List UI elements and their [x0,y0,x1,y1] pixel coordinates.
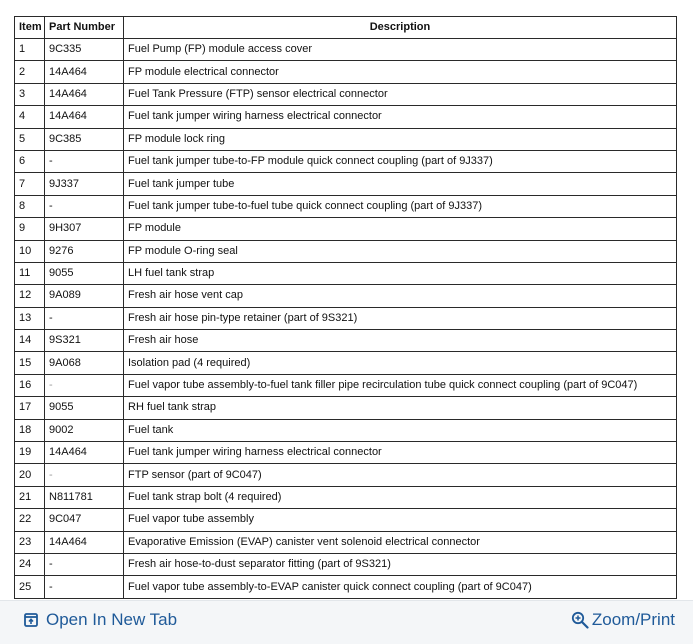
cell-item: 11 [15,262,45,284]
table-row [15,464,677,486]
cell-description: Isolation pad (4 required) [124,352,677,374]
cell-part-number: 9A068 [45,352,124,374]
parts-table [14,16,677,599]
table-row [15,61,677,83]
cell-item: 7 [15,173,45,195]
cell-description: FP module electrical connector [124,61,677,83]
cell-part-number: 9C335 [45,39,124,61]
cell-part-number: 14A464 [45,531,124,553]
cell-description: Fuel tank jumper tube-to-fuel tube quick connect coupling (part of 9J337) [124,195,677,217]
cell-item: 20 [15,464,45,486]
cell-part-number: - [45,307,124,329]
cell-description: Fuel tank strap bolt (4 required) [124,486,677,508]
zoom-print-link[interactable] [571,610,675,630]
cell-part-number: 9A089 [45,285,124,307]
cell-part-number: - [45,150,124,172]
table-row [15,419,677,441]
cell-item: 18 [15,419,45,441]
table-row [15,218,677,240]
cell-item: 12 [15,285,45,307]
cell-part-number: 14A464 [45,106,124,128]
parts-table-wrapper [14,16,676,599]
table-row [15,285,677,307]
cell-description: Evaporative Emission (EVAP) canister vent solenoid electrical connector [124,531,677,553]
cell-description: Fresh air hose-to-dust separator fitting (part of 9S321) [124,553,677,575]
header-description: Description [124,17,677,39]
table-row [15,83,677,105]
cell-part-number: 9S321 [45,330,124,352]
cell-part-number: 14A464 [45,442,124,464]
cell-part-number: 14A464 [45,83,124,105]
cell-description: Fuel Pump (FP) module access cover [124,39,677,61]
footer-bar [0,600,693,644]
cell-description: FP module O-ring seal [124,240,677,262]
zoom-in-icon [571,611,589,629]
cell-part-number: - [45,576,124,598]
cell-part-number: 9H307 [45,218,124,240]
table-row [15,442,677,464]
table-row [15,195,677,217]
cell-description: Fresh air hose pin-type retainer (part of 9S321) [124,307,677,329]
zoom-print-label: Zoom/Print [591,610,675,629]
cell-description: Fuel vapor tube assembly-to-EVAP canister quick connect coupling (part of 9C047) [124,576,677,598]
cell-description: Fuel Tank Pressure (FTP) sensor electrical connector [124,83,677,105]
table-row [15,128,677,150]
cell-description: FP module [124,218,677,240]
table-row [15,173,677,195]
cell-item: 15 [15,352,45,374]
table-row [15,352,677,374]
cell-item: 6 [15,150,45,172]
cell-part-number: - [45,374,124,396]
table-row [15,240,677,262]
cell-item: 5 [15,128,45,150]
table-row [15,150,677,172]
cell-part-number: 9002 [45,419,124,441]
table-row [15,307,677,329]
cell-part-number: - [45,195,124,217]
cell-item: 3 [15,83,45,105]
table-row [15,553,677,575]
cell-item: 9 [15,218,45,240]
table-row [15,374,677,396]
table-row [15,106,677,128]
cell-item: 23 [15,531,45,553]
table-row [15,397,677,419]
cell-item: 19 [15,442,45,464]
cell-item: 16 [15,374,45,396]
cell-part-number: N811781 [45,486,124,508]
cell-part-number: 9276 [45,240,124,262]
cell-description: Fuel tank jumper wiring harness electrical connector [124,106,677,128]
cell-description: Fuel tank [124,419,677,441]
cell-part-number: 14A464 [45,61,124,83]
header-item: Item [15,17,45,39]
cell-part-number: 9J337 [45,173,124,195]
cell-item: 21 [15,486,45,508]
cell-description: Fuel vapor tube assembly-to-fuel tank filler pipe recirculation tube quick connect coupling (part of 9C047) [124,374,677,396]
open-in-new-tab-link[interactable] [24,610,177,630]
cell-item: 4 [15,106,45,128]
open-in-new-tab-label: Open In New Tab [46,610,178,629]
cell-item: 10 [15,240,45,262]
table-header-row [15,17,677,39]
cell-description: Fuel tank jumper wiring harness electrical connector [124,442,677,464]
parts-table-body [15,39,677,599]
cell-item: 17 [15,397,45,419]
cell-item: 14 [15,330,45,352]
table-row [15,262,677,284]
cell-description: Fuel tank jumper tube-to-FP module quick connect coupling (part of 9J337) [124,150,677,172]
cell-description: FTP sensor (part of 9C047) [124,464,677,486]
cell-item: 2 [15,61,45,83]
table-row [15,531,677,553]
cell-part-number: 9C385 [45,128,124,150]
cell-description: Fresh air hose [124,330,677,352]
open-in-new-tab-icon [24,613,38,627]
table-row [15,330,677,352]
cell-description: RH fuel tank strap [124,397,677,419]
table-row [15,509,677,531]
table-row [15,39,677,61]
cell-part-number: - [45,553,124,575]
cell-description: FP module lock ring [124,128,677,150]
cell-item: 1 [15,39,45,61]
cell-part-number: 9055 [45,397,124,419]
cell-description: Fresh air hose vent cap [124,285,677,307]
cell-part-number: 9055 [45,262,124,284]
cell-item: 25 [15,576,45,598]
cell-part-number: 9C047 [45,509,124,531]
cell-part-number: - [45,464,124,486]
cell-item: 24 [15,553,45,575]
cell-item: 13 [15,307,45,329]
cell-description: Fuel vapor tube assembly [124,509,677,531]
cell-description: LH fuel tank strap [124,262,677,284]
table-row [15,486,677,508]
cell-item: 8 [15,195,45,217]
cell-description: Fuel tank jumper tube [124,173,677,195]
header-part-number: Part Number [45,17,124,39]
table-row [15,576,677,598]
cell-item: 22 [15,509,45,531]
